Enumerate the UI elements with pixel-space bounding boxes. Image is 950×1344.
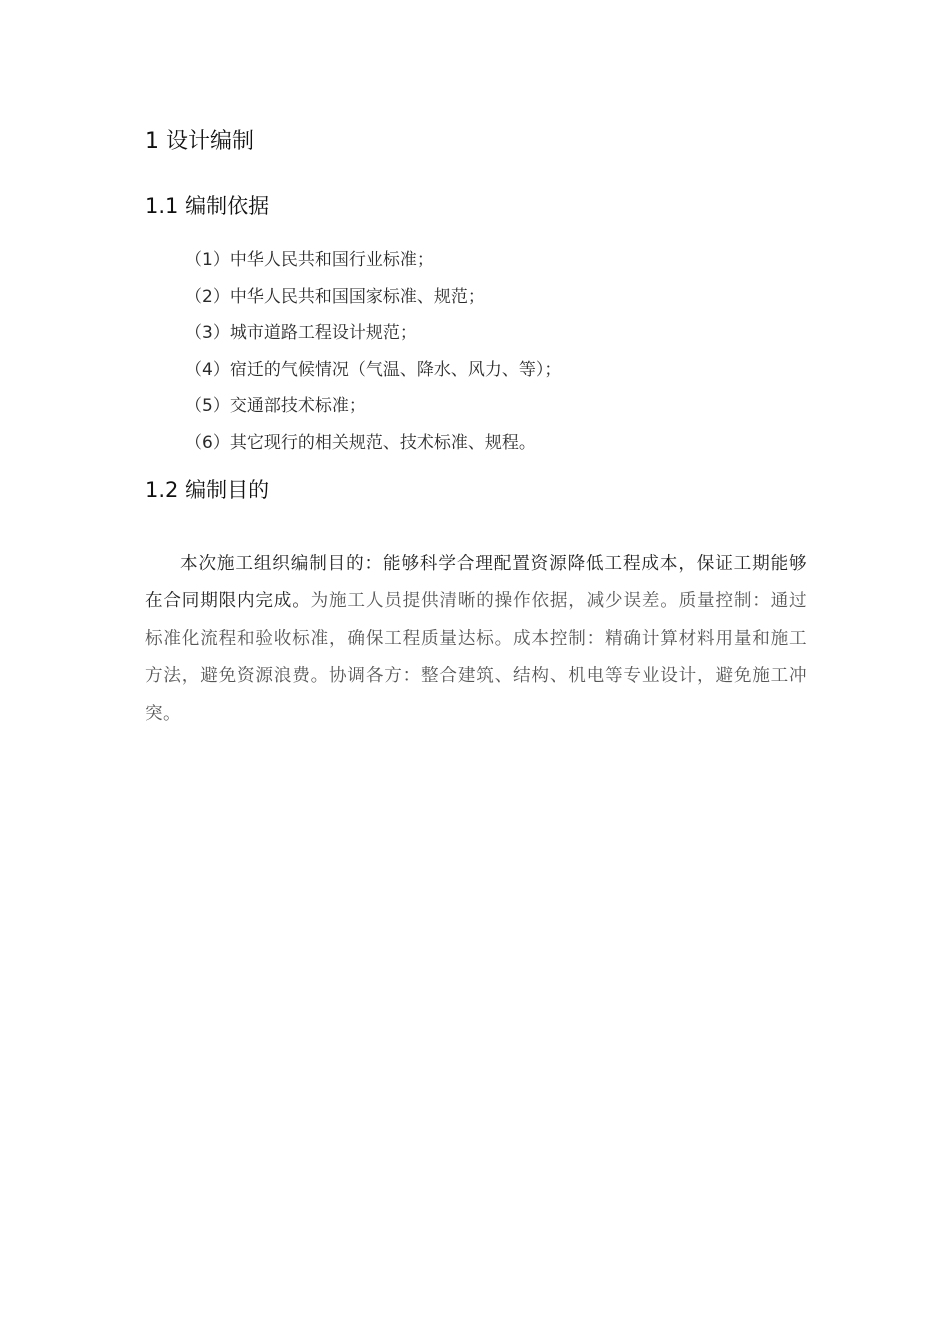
- list-item: （3）城市道路工程设计规范；: [185, 323, 417, 343]
- chapter-heading: 1 设计编制: [145, 129, 254, 154]
- list-item: （4）宿迁的气候情况（气温、降水、风力、等）；: [185, 359, 562, 380]
- list-item: （2）中华人民共和国国家标准、规范；: [185, 286, 485, 307]
- list-item: （1）中华人民共和国行业标准；: [185, 250, 434, 270]
- section-heading-purpose: 1.2 编制目的: [145, 478, 270, 502]
- purpose-paragraph: [145, 546, 807, 733]
- list-item: （6）其它现行的相关规范、技术标准、规程。: [185, 432, 536, 453]
- list-item: （5）交通部技术标准；: [185, 396, 366, 416]
- basis-list: [185, 242, 561, 461]
- purpose-text-continued: 为施工人员提供清晰的操作依据，减少误差。质量控制：通过标准化流程和验收标准，确保工程质量达标。成本控制：精确计算材料用量和施工方法，避免资源浪费。协调各方：整合建筑、结构、机电等专业设计，避免施工冲突。: [145, 591, 808, 724]
- section-heading-basis: 1.1 编制依据: [145, 194, 270, 218]
- purpose-text-main: 本次施工组织编制目的：能够科学合理配置资源降低工程成本，保证工期能够在合同期限内完成。: [145, 554, 807, 612]
